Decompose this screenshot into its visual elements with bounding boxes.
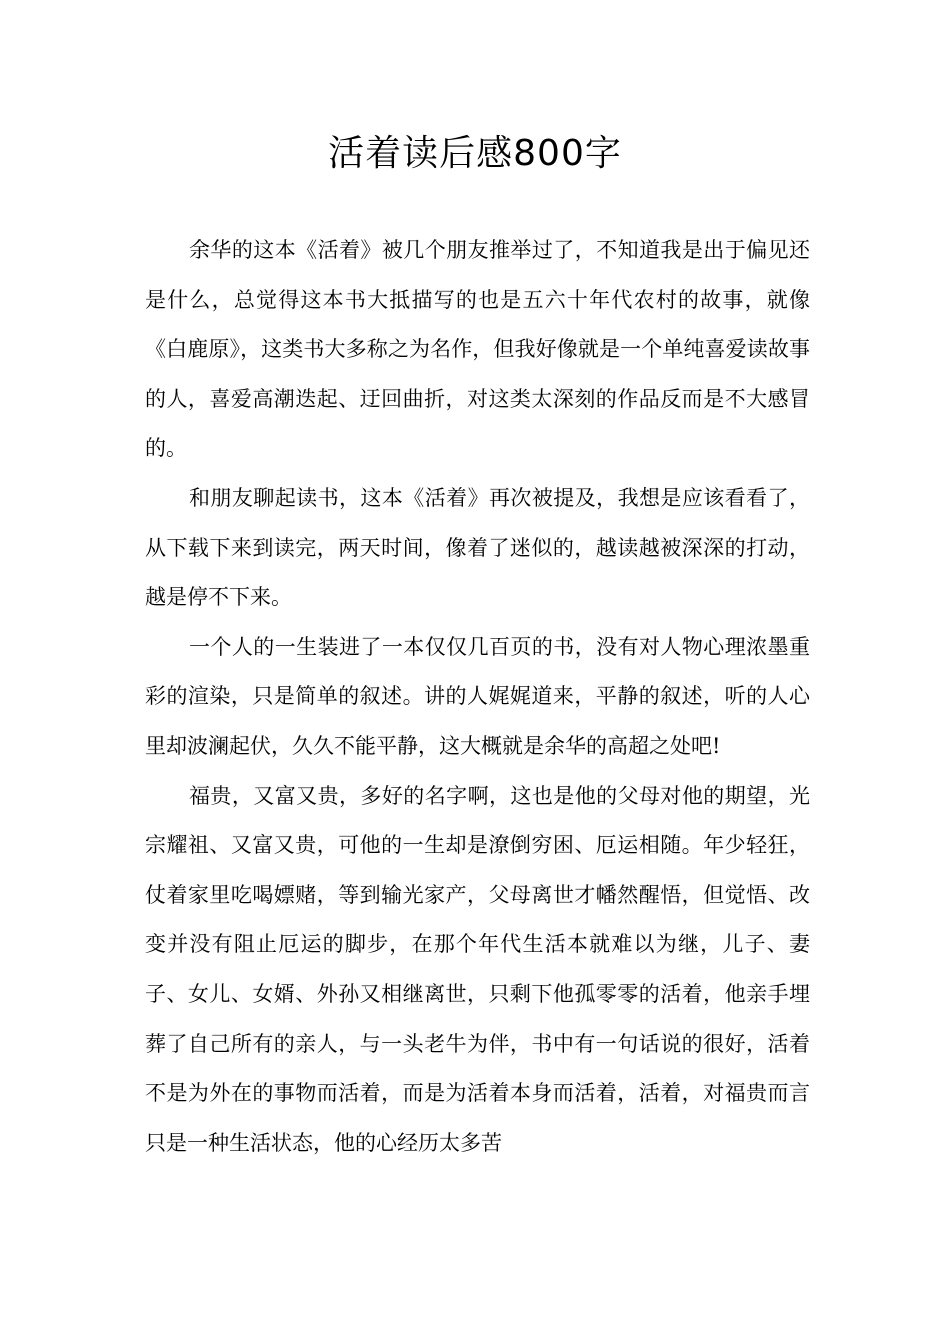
paragraph-2: 和朋友聊起读书，这本《活着》再次被提及，我想是应该看看了，从下载下来到读完，两天时间，像着了迷似的，越读越被深深的打动，越是停不下来。 [145,485,810,610]
document-title: 活着读后感800字 [328,133,622,174]
paragraph-3: 一个人的一生装进了一本仅仅几百页的书，没有对人物心理浓墨重彩的渲染，只是简单的叙述。讲的人娓娓道来，平静的叙述，听的人心里却波澜起伏，久久不能平静，这大概就是余华的高超之处吧! [145,634,810,758]
paragraph-4: 福贵，又富又贵，多好的名字啊，这也是他的父母对他的期望，光宗耀祖、又富又贵，可他的一生却是潦倒穷困、厄运相随。年少轻狂，仗着家里吃喝嫖赌，等到输光家产，父母离世才幡然醒悟，但觉悟、改变并没有阻止厄运的脚步，在那个年代生活本就难以为继，儿子、妻子、女儿、女婿、外孙又相继离世，只剩下他孤零零的活着，他亲手埋葬了自己所有的亲人，与一头老牛为伴，书中有一句话说的很好，活着不是为外在的事物而活着，而是为活着本身而活着，活着，对福贵而言只是一种生活状态，他的心经历太多苦 [145,783,810,1155]
paragraph-1: 余华的这本《活着》被几个朋友推举过了，不知道我是出于偏见还是什么，总觉得这本书大抵描写的也是五六十年代农村的故事，就像《白鹿原》，这类书大多称之为名作，但我好像就是一个单纯喜爱读故事的人，喜爱高潮迭起、迂回曲折，对这类太深刻的作品反而是不大感冒的。 [145,238,810,461]
document-body [145,226,810,1168]
